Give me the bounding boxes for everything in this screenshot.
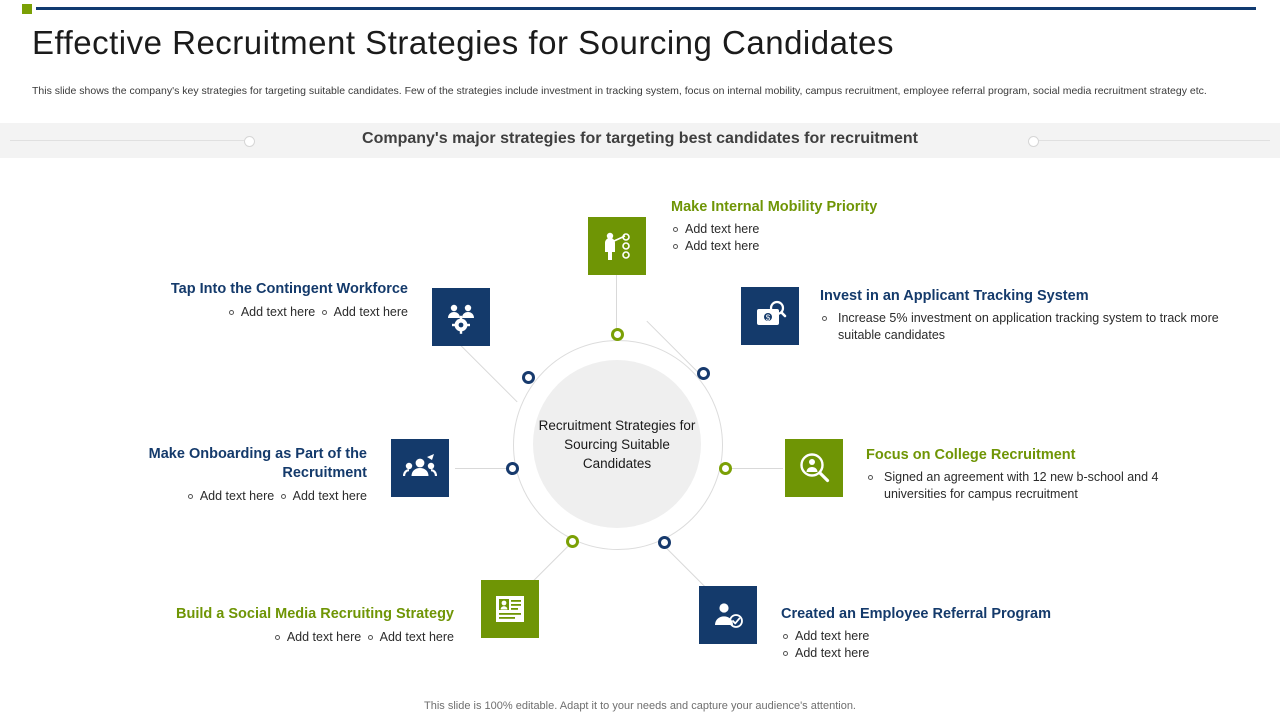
heading-college-recruitment: Focus on College Recruitment [866,447,1076,463]
label-contingent-workforce [108,280,408,321]
accent-rule [36,7,1256,10]
heading-employee-referral: Created an Employee Referral Program [781,606,1051,622]
magnifier-person-icon [797,451,831,485]
tile-employee-referral[interactable] [699,586,757,644]
heading-contingent-workforce: Tap Into the Contingent Workforce [170,281,408,297]
heading-onboarding: Make Onboarding as Part of the Recruitment [148,446,367,481]
accent-square [22,4,32,14]
heading-internal-mobility: Make Internal Mobility Priority [671,199,878,215]
label-social-media [104,605,454,646]
list-item: Signed an agreement with 12 new b-school and 4 universities for campus recruitment [866,469,1216,503]
page-title: Effective Recruitment Strategies for Sourcing Candidates [32,24,894,61]
list-item: Add text here [781,645,1121,662]
center-node [533,360,701,528]
list-item: Add text here [320,304,408,321]
slide-footer: This slide is 100% editable. Adapt it to your needs and capture your audience's attention. [424,700,856,712]
team-gear-icon [444,300,478,334]
people-group-icon [403,451,437,485]
list-item: Add text here [279,488,367,505]
label-college-recruitment [866,446,1216,503]
connector-college-recruitment [725,468,783,469]
list-item: Add text here [366,629,454,646]
list-applicant-tracking [820,310,1220,344]
heading-applicant-tracking: Invest in an Applicant Tracking System [820,288,1089,304]
node-dot-applicant-tracking [697,367,710,380]
list-social-media [104,628,454,646]
list-item: Add text here [671,238,1001,255]
heading-social-media: Build a Social Media Recruiting Strategy [176,606,454,622]
label-internal-mobility [671,198,1001,255]
tile-applicant-tracking[interactable] [741,287,799,345]
tile-internal-mobility[interactable] [588,217,646,275]
list-contingent-workforce [108,303,408,321]
list-item: Add text here [186,488,274,505]
node-dot-employee-referral [658,536,671,549]
tile-college-recruitment[interactable] [785,439,843,497]
money-search-icon [753,299,787,333]
connector-contingent-workforce [460,345,517,402]
person-check-icon [711,598,745,632]
tile-contingent-workforce[interactable] [432,288,490,346]
node-dot-contingent-workforce [522,371,535,384]
tile-onboarding[interactable] [391,439,449,497]
list-internal-mobility [671,221,1001,255]
list-onboarding [107,487,367,505]
connector-onboarding [455,468,513,469]
list-item: Add text here [227,304,315,321]
list-college-recruitment [866,469,1216,503]
label-onboarding [107,445,367,505]
list-item: Add text here [273,629,361,646]
page-subtitle: This slide shows the company's key strategies for targeting suitable candidates. Few of the strategies include investment in tracking system, focus on internal mobility, campus recruitment, employee referral program, social media recruitment strategy etc. [32,85,1207,97]
people-presentation-icon [600,229,634,263]
node-dot-onboarding [506,462,519,475]
node-dot-internal-mobility [611,328,624,341]
svg-text:$: $ [765,313,771,323]
list-item: Increase 5% investment on application tracking system to track more suitable candidates [820,310,1220,344]
node-dot-social-media [566,535,579,548]
list-employee-referral [781,628,1121,662]
center-node-label: Recruitment Strategies for Sourcing Suitable Candidates [538,417,696,471]
node-dot-college-recruitment [719,462,732,475]
tile-social-media[interactable] [481,580,539,638]
label-employee-referral [781,605,1121,662]
section-title: Company's major strategies for targeting best candidates for recruitment [362,130,918,147]
list-item: Add text here [671,221,1001,238]
list-item: Add text here [781,628,1121,645]
profile-card-icon [493,592,527,626]
label-applicant-tracking [820,287,1220,344]
